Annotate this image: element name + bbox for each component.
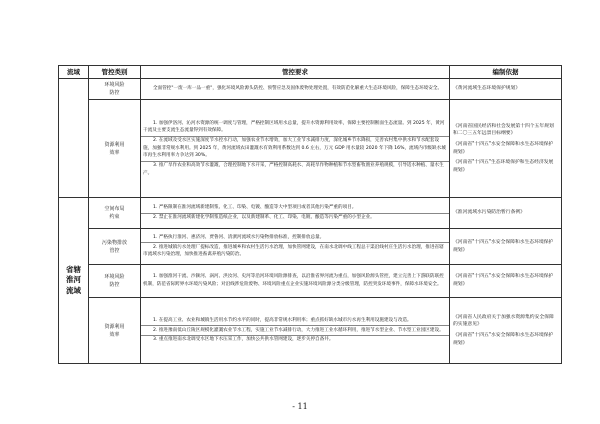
basin-cell-continued bbox=[59, 79, 89, 198]
table-row bbox=[59, 198, 562, 229]
basin-cell-huaihe: 省辖 淮河 流域 bbox=[59, 198, 89, 364]
table-row bbox=[59, 79, 562, 100]
category-cell: 空间布局 约束 bbox=[89, 198, 141, 229]
table-row bbox=[59, 298, 562, 364]
table-row bbox=[59, 229, 562, 265]
table-header-row bbox=[59, 66, 562, 79]
requirements-cell: 1. 严格限制在淮河流域新建制浆、化工、印染、电镀、酿造等大中型项目或者其他污染严重的项目。 2. 禁止在淮河流域新建化学制浆造纸企业，以及新建制革、化工、印染、电镀、酿造等污染严重的小型企业。 bbox=[141, 198, 450, 229]
basis-cell: 《黄河流域生态环境保护规划》 bbox=[450, 79, 562, 100]
control-requirements-table bbox=[58, 65, 562, 364]
category-cell: 环境风险 防控 bbox=[89, 79, 141, 100]
category-cell: 资源利用 效率 bbox=[89, 298, 141, 364]
requirements-cell: 1. 加强淮河干流、沙颍河、涡河、洪汝河、史河等沿河环境风险源排查，以沿淮省界河流为重点，加强风险源头管控，建立完善上下游联防联控机制，防范省际跨界水环境污染风险；对沿线涉危险废物、环境风险重点企业实施环境风险源分类分级管理，防控突发环境事件，保障水环境安全。 bbox=[141, 265, 450, 298]
basis-cell: 《河南省"十四五"水安全保障和水生态环境保护规划》 bbox=[450, 265, 562, 298]
header-category: 管控类别 bbox=[89, 66, 141, 79]
header-basis: 编制依据 bbox=[450, 66, 562, 79]
requirements-cell: 1. 在提高工业、农业和城镇生活用水节约水平的同时，提高非常规水利用率；重点抓好缺水城市污水再生利用设施建设与改造。 2. 推进豫南低山丘陵区规模化灌溉农业节水工程，实施工业节水减排行动，大力推进工业水循环利用，推进节水型企业、节水型工业园区建设。 3. 重点推进南水北调受水区地下水压采工作，加快公共供水管网建设，逐步关停自备井。 bbox=[141, 298, 450, 364]
category-cell: 污染物排放 管控 bbox=[89, 229, 141, 265]
basis-cell: 《河南省"十四五"水安全保障和水生态环境保护规划》 bbox=[450, 229, 562, 265]
category-cell: 资源利用 效率 bbox=[89, 100, 141, 198]
basis-cell: 《河南省人民政府关于加强水资源集约安全保障的实施意见》 《河南省"十四五"水安全保障和水生态环境保护规划》 bbox=[450, 298, 562, 364]
requirements-cell: 1. 严格执行淮河、惠济河、贾鲁河、清潩河流域水污染物排放标准，控制排放总量。 2. 推进城镇污水处理厂提标改造，推进城乡和农村生活污水治理，加快管网建设，在南水北调中线工程总干渠沿线村庄生活污水治理，推进省辖市流域水污染治理，加快推进畜禽养殖污染防治。 bbox=[141, 229, 450, 265]
page-number: - 11 bbox=[292, 402, 308, 411]
requirements-cell: 全面管控"一废一库一品一重"，强化环境风险源头防控、预警应急及固体废物处理处置，有效防范化解重大生态环境风险，保障生态环境安全。 bbox=[141, 79, 450, 100]
category-cell: 环境风险 防控 bbox=[89, 265, 141, 298]
table-row bbox=[59, 100, 562, 198]
table-row bbox=[59, 265, 562, 298]
requirements-cell: 1. 加强伊洛河、沁河水资源的统一调度与管理，严格控制区域用水总量，提升水资源利用效率，保障主要控制断面生态流量。到 2025 年，黄河干流及主要支流生态流量得到有效保障。 2. 在流域及受水区实施深度节水控水行动，加强农业节水增效，加大工业节水减排力度，深化城乡节水降损，完善农村集中供水和节水配套设施，加强非常规水利用。到 2025 年，黄河流域农田灌溉水有效利用系数达到 0.6 左右，万元 GDP 用水量较 2020 年下降 16%，流域内市级缺水城市再生水利用率力争达到 30%。 3. 推广旱作农业和高效节水灌溉，合理控制地下水开采，严格控制高耗水、高耗旱作物种植和节水型畜牧渔业养殖规模，引导适水种植、量水生产。 bbox=[141, 100, 450, 198]
basis-cell: 《河南省国民经济和社会发展第十四个五年规划和二〇三五年远景目标纲要》 《河南省"十四五"水安全保障和水生态环境保护规划》 《河南省"十四五"生态环境保护和生态经济发展规划》 bbox=[450, 100, 562, 198]
header-basin: 流域 bbox=[59, 66, 89, 79]
header-requirements: 管控要求 bbox=[141, 66, 450, 79]
basis-cell: 《淮河流域水污染防治暂行条例》 bbox=[450, 198, 562, 229]
